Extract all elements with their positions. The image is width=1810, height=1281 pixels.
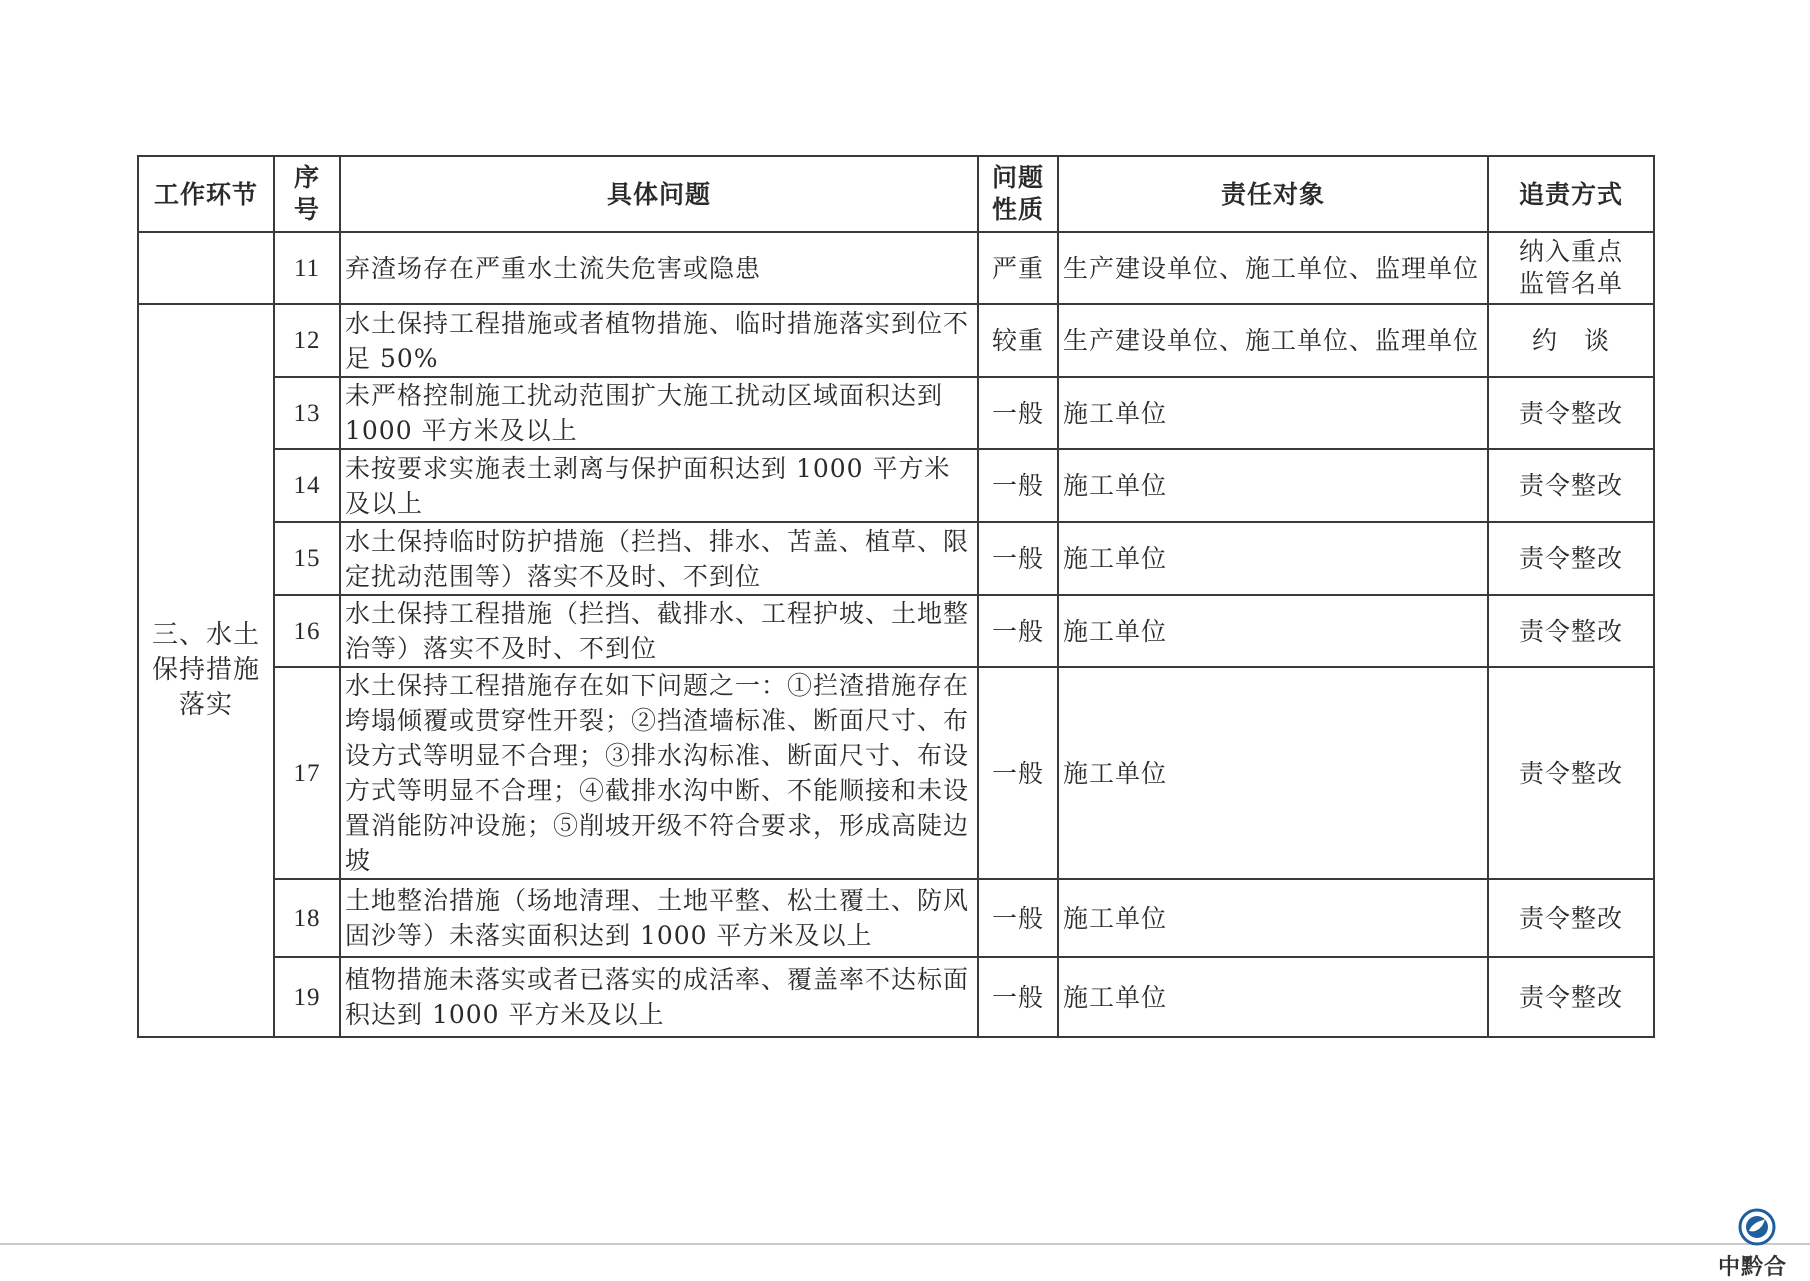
table-row: [138, 522, 1654, 595]
issue-cell: 水土保持临时防护措施（拦挡、排水、苫盖、植草、限定扰动范围等）落实不及时、不到位: [340, 522, 978, 595]
issue-cell: 水土保持工程措施（拦挡、截排水、工程护坡、土地整治等）落实不及时、不到位: [340, 595, 978, 667]
issue-cell: 水土保持工程措施或者植物措施、临时措施落实到位不足 50%: [340, 304, 978, 377]
seq-cell: 14: [274, 449, 340, 522]
responsible-cell: 施工单位: [1058, 377, 1488, 449]
issue-cell: 未严格控制施工扰动范围扩大施工扰动区域面积达到 1000 平方米及以上: [340, 377, 978, 449]
accountability-cell: 责令整改: [1488, 449, 1654, 522]
responsible-cell: 生产建设单位、施工单位、监理单位: [1058, 232, 1488, 304]
nature-cell: 一般: [978, 667, 1058, 879]
seq-cell: 16: [274, 595, 340, 667]
accountability-cell: 责令整改: [1488, 595, 1654, 667]
nature-cell: 较重: [978, 304, 1058, 377]
nature-cell: 一般: [978, 879, 1058, 957]
accountability-cell: 纳入重点监管名单: [1488, 232, 1654, 304]
seq-cell: 19: [274, 957, 340, 1037]
table-row: [138, 232, 1654, 304]
nature-cell: 一般: [978, 522, 1058, 595]
nature-cell: 一般: [978, 377, 1058, 449]
stage-cell-empty: [138, 232, 274, 304]
header-nature: 问题性质: [978, 156, 1058, 232]
table-row: [138, 595, 1654, 667]
nature-cell: 严重: [978, 232, 1058, 304]
nature-cell: 一般: [978, 449, 1058, 522]
responsible-cell: 生产建设单位、施工单位、监理单位: [1058, 304, 1488, 377]
header-accountability: 追责方式: [1488, 156, 1654, 232]
header-responsible: 责任对象: [1058, 156, 1488, 232]
accountability-cell: 责令整改: [1488, 879, 1654, 957]
seq-cell: 18: [274, 879, 340, 957]
seq-cell: 17: [274, 667, 340, 879]
issue-cell: 植物措施未落实或者已落实的成活率、覆盖率不达标面积达到 1000 平方米及以上: [340, 957, 978, 1037]
table-row: [138, 449, 1654, 522]
responsible-cell: 施工单位: [1058, 879, 1488, 957]
stage-cell: 三、水土保持措施落实: [138, 304, 274, 1037]
accountability-cell: 责令整改: [1488, 957, 1654, 1037]
header-seq: 序号: [274, 156, 340, 232]
seq-cell: 12: [274, 304, 340, 377]
seq-cell: 11: [274, 232, 340, 304]
responsible-cell: 施工单位: [1058, 449, 1488, 522]
issue-cell: 未按要求实施表土剥离与保护面积达到 1000 平方米及以上: [340, 449, 978, 522]
table-row: [138, 304, 1654, 377]
table-header-row: [138, 156, 1654, 232]
footer-divider: [0, 1243, 1810, 1245]
accountability-cell: 责令整改: [1488, 667, 1654, 879]
responsible-cell: 施工单位: [1058, 522, 1488, 595]
table-row: [138, 377, 1654, 449]
nature-cell: 一般: [978, 957, 1058, 1037]
seq-cell: 15: [274, 522, 340, 595]
seq-cell: 13: [274, 377, 340, 449]
watermark-text: 中黔合: [1718, 1255, 1788, 1280]
header-stage: 工作环节: [138, 156, 274, 232]
nature-cell: 一般: [978, 595, 1058, 667]
responsible-cell: 施工单位: [1058, 595, 1488, 667]
accountability-table: [137, 155, 1655, 1038]
table-row: [138, 667, 1654, 879]
table-row: [138, 957, 1654, 1037]
accountability-cell: 责令整改: [1488, 522, 1654, 595]
issue-cell: 水土保持工程措施存在如下问题之一：①拦渣措施存在垮塌倾覆或贯穿性开裂；②挡渣墙标准、断面尺寸、布设方式等明显不合理；③排水沟标准、断面尺寸、布设方式等明显不合理；④截排水沟中断、不能顺接和未设置消能防冲设施；⑤削坡开级不符合要求，形成高陡边坡: [340, 667, 978, 879]
issue-cell: 土地整治措施（场地清理、土地平整、松土覆土、防风固沙等）未落实面积达到 1000 平方米及以上: [340, 879, 978, 957]
header-issue: 具体问题: [340, 156, 978, 232]
accountability-cell: 责令整改: [1488, 377, 1654, 449]
issue-cell: 弃渣场存在严重水土流失危害或隐患: [340, 232, 978, 304]
table-row: [138, 879, 1654, 957]
responsible-cell: 施工单位: [1058, 957, 1488, 1037]
accountability-cell: 约 谈: [1488, 304, 1654, 377]
responsible-cell: 施工单位: [1058, 667, 1488, 879]
